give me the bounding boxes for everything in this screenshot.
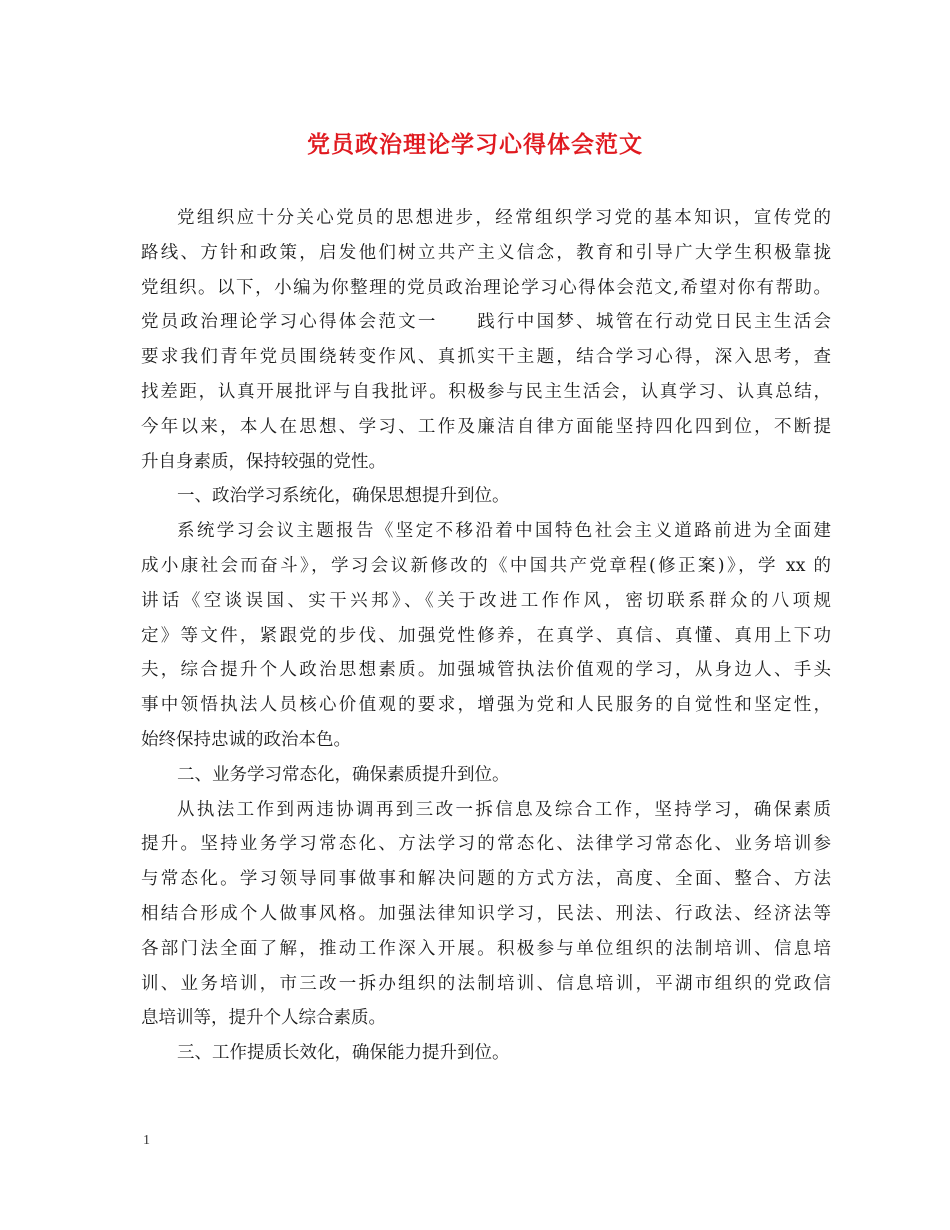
paragraph-line: 要求我们青年党员围绕转变作风、真抓实干主题，结合学习心得，深入思考，查: [141, 347, 831, 368]
paragraph-line: 训、业务培训，市三改一拆办组织的法制培训、信息培训，平湖市组织的党政信: [141, 973, 831, 994]
paragraph-line: 各部门法全面了解，推动工作深入开展。积极参与单位组织的法制培训、信息培: [141, 938, 831, 959]
paragraph-line: 党组织。以下，小编为你整理的党员政治理论学习心得体会范文,希望对你有帮助。: [141, 277, 831, 298]
section-heading: 一、政治学习系统化，确保思想提升到位。: [177, 486, 510, 507]
paragraph-line: 升自身素质，保持较强的党性。: [141, 451, 386, 472]
page-number: 1: [143, 1133, 150, 1148]
paragraph-line: 找差距，认真开展批评与自我批评。积极参与民主生活会，认真学习、认真总结，: [141, 381, 831, 402]
paragraph-line: 定》等文件，紧跟党的步伐、加强党性修养，在真学、真信、真懂、真用上下功: [141, 625, 831, 646]
paragraph-line: 今年以来，本人在思想、学习、工作及廉洁自律方面能坚持四化四到位，不断提: [141, 416, 831, 437]
paragraph-line: 息培训等，提升个人综合素质。: [141, 1008, 386, 1029]
paragraph-line: 夫，综合提升个人政治思想素质。加强城管执法价值观的学习，从身边人、手头: [141, 660, 831, 681]
document-title: 党员政治理论学习心得体会范文: [307, 131, 643, 158]
paragraph-line: 路线、方针和政策，启发他们树立共产主义信念，教育和引导广大学生积极靠拢: [141, 242, 831, 263]
document-body: [141, 201, 831, 1071]
paragraph-line: 相结合形成个人做事风格。加强法律知识学习，民法、刑法、行政法、经济法等: [141, 903, 831, 924]
paragraph-line: 始终保持忠诚的政治本色。: [141, 729, 351, 750]
paragraph-line: 事中领悟执法人员核心价值观的要求，增强为党和人民服务的自觉性和坚定性，: [141, 695, 831, 716]
paragraph-line: 系统学习会议主题报告《坚定不移沿着中国特色社会主义道路前进为全面建: [177, 521, 831, 542]
paragraph-line: 党组织应十分关心党员的思想进步，经常组织学习党的基本知识，宣传党的: [177, 208, 831, 228]
paragraph-line: 从执法工作到两违协调再到三改一拆信息及综合工作，坚持学习，确保素质: [177, 799, 831, 820]
paragraph-line: 讲话《空谈误国、实干兴邦》、《关于改进工作作风，密切联系群众的八项规: [141, 590, 831, 611]
paragraph-line: 成小康社会而奋斗》，学习会议新修改的《中国共产党章程(修正案)》，学 xx 的: [141, 555, 831, 576]
paragraph-line: 与常态化。学习领导同事做事和解决问题的方式方法，高度、全面、整合、方法: [141, 869, 831, 890]
section-heading: 三、工作提质长效化，确保能力提升到位。: [177, 1043, 510, 1064]
section-heading: 二、业务学习常态化，确保素质提升到位。: [177, 764, 510, 785]
paragraph-line: 提升。坚持业务学习常态化、方法学习的常态化、法律学习常态化、业务培训参: [141, 834, 831, 855]
paragraph-line: 党员政治理论学习心得体会范文一 践行中国梦、城管在行动党日民主生活会: [141, 312, 831, 333]
